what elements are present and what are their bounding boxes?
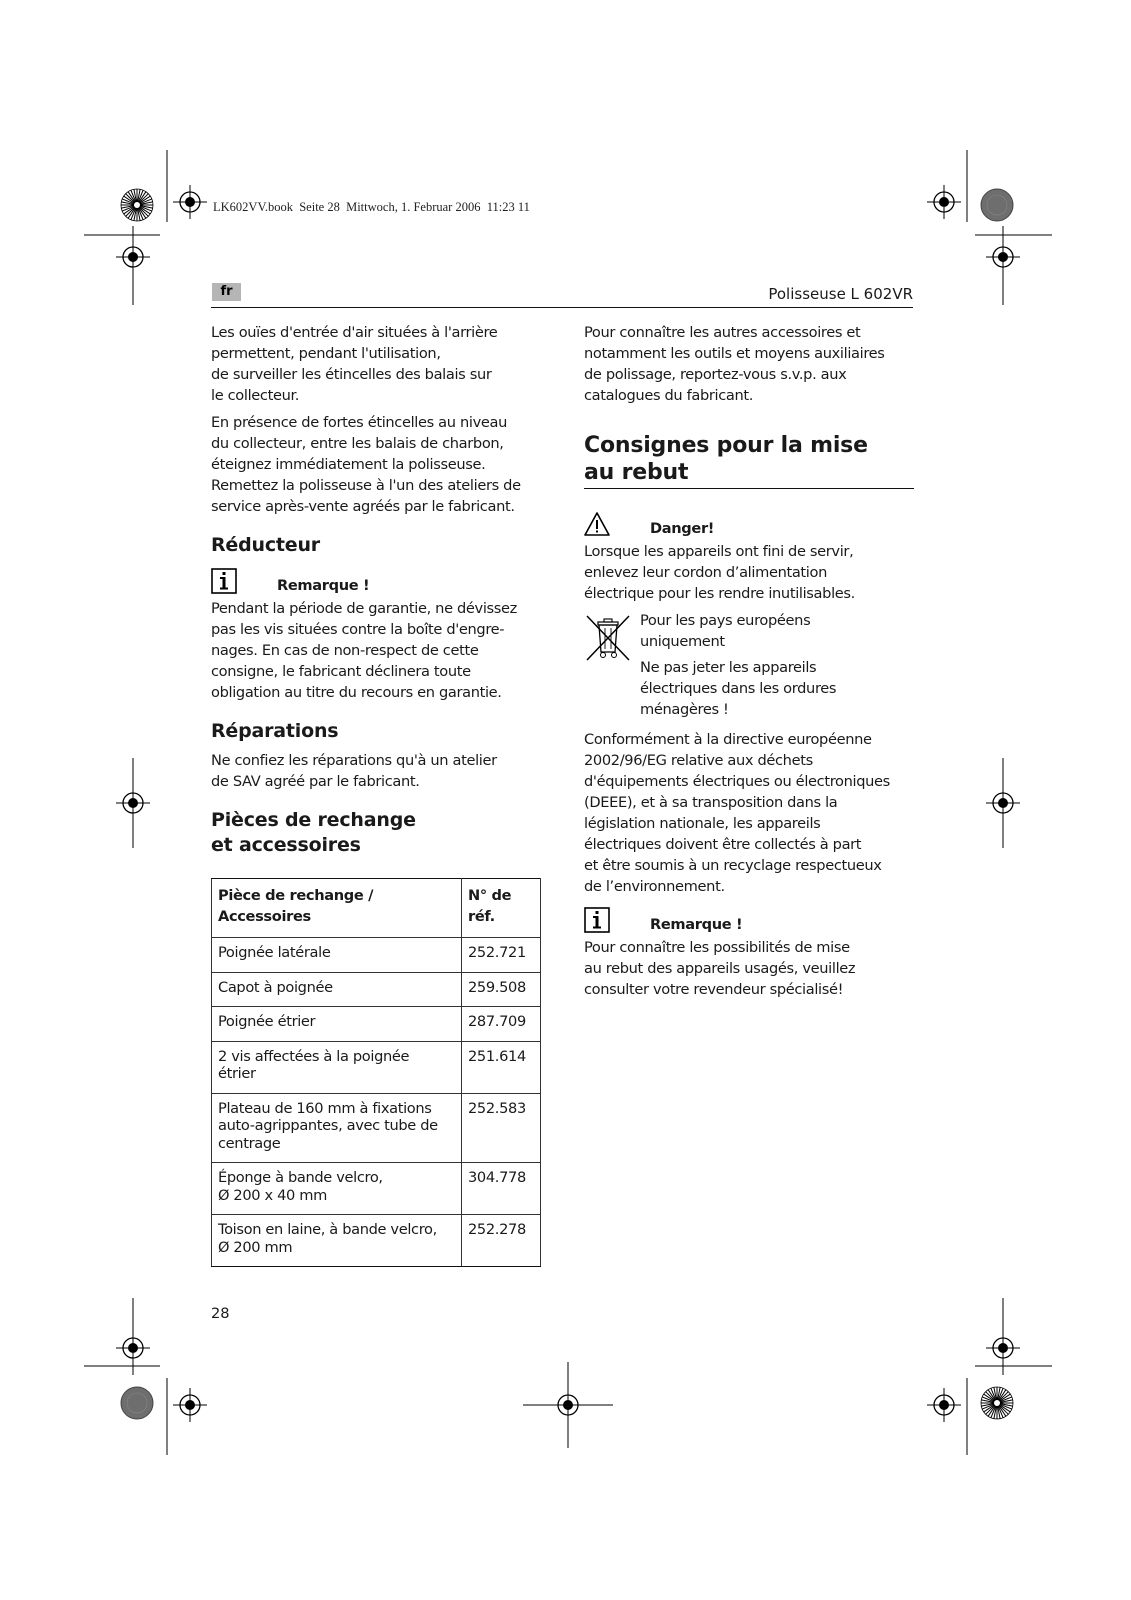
cell-ref: 259.508 [462, 972, 541, 1007]
danger-label: Danger! [650, 519, 715, 537]
note-disposal [584, 907, 914, 933]
paragraph-sparks: En présence de fortes étincelles au niveau du collecteur, entre les balais de charbon, éteignez immédiatement la polisseuse. Remettez la polisseuse à l'un des ateliers de service après-vente agréés par le fabricant. [211, 414, 521, 515]
paragraph-air-vents: Les ouïes d'entrée d'air situées à l'arrière permettent, pendant l'utilisation, de surveiller les étincelles des balais sur le collecteur. [211, 324, 498, 404]
cell-ref: 252.721 [462, 938, 541, 973]
cell-part: Éponge à bande velcro, Ø 200 x 40 mm [212, 1163, 462, 1215]
section-reparations [211, 719, 546, 792]
paragraph-danger: Lorsque les appareils ont fini de servir, enlevez leur cordon d’alimentation électrique pour les rendre inutilisables. [584, 543, 855, 602]
paragraph-repairs: Ne confiez les réparations qu'à un atelier de SAV agréé par le fabricant. [211, 752, 497, 790]
table-row [212, 1007, 541, 1042]
section-reducteur [211, 533, 546, 703]
cell-part: Capot à poignée [212, 972, 462, 1007]
info-icon [584, 907, 614, 933]
cell-part: 2 vis affectées à la poignée étrier [212, 1041, 462, 1093]
parts-table [211, 878, 541, 1267]
left-column [211, 322, 546, 1267]
cell-ref: 304.778 [462, 1163, 541, 1215]
note-label: Remarque ! [650, 915, 743, 933]
column-header-ref: N° de réf. [462, 879, 541, 938]
weee-text [640, 610, 836, 725]
cell-part: Plateau de 160 mm à fixations auto-agrippantes, avec tube de centrage [212, 1093, 462, 1163]
info-icon [211, 568, 241, 594]
weee-block [584, 610, 914, 725]
page-number: 28 [211, 1305, 230, 1322]
table-row [212, 1163, 541, 1215]
cell-ref: 252.583 [462, 1093, 541, 1163]
cell-part: Poignée latérale [212, 938, 462, 973]
paragraph-directive: Conformément à la directive européenne 2002/96/EG relative aux déchets d'équipements électriques ou électroniques (DEEE), et à sa transposition dans la législation nationale, les appareils électriques doivent être collectés à part et être soumis à un recyclage respectueux de l’environnement. [584, 731, 890, 895]
paragraph-disposal: Pour connaître les possibilités de mise au rebut des appareils usagés, veuillez consulter votre revendeur spécialisé! [584, 939, 856, 998]
heading-reparations: Réparations [211, 720, 339, 742]
print-info: LK602VV.book Seite 28 Mittwoch, 1. Februar 2006 11:23 11 [213, 200, 530, 214]
table-row [212, 1215, 541, 1267]
cell-ref: 252.278 [462, 1215, 541, 1267]
heading-pieces: Pièces de rechange et accessoires [211, 809, 416, 856]
table-row [212, 1093, 541, 1163]
page-header-title: Polisseuse L 602VR [768, 285, 913, 303]
note-reducteur [211, 568, 546, 594]
cell-part: Toison en laine, à bande velcro, Ø 200 mm [212, 1215, 462, 1267]
heading-reducteur: Réducteur [211, 534, 320, 556]
header-rule [211, 307, 913, 308]
cell-ref: 251.614 [462, 1041, 541, 1093]
heading-consignes: Consignes pour la mise au rebut [584, 432, 914, 489]
paragraph-warranty: Pendant la période de garantie, ne dévissez pas les vis situées contre la boîte d'engre- nages. En cas de non-respect de cette consigne, le fabricant déclinera toute obligation au titre du recours en garantie. [211, 600, 517, 701]
danger-note [584, 511, 914, 537]
warning-triangle-icon [584, 511, 614, 537]
section-pieces [211, 808, 546, 858]
table-row [212, 1041, 541, 1093]
table-row [212, 972, 541, 1007]
cell-ref: 287.709 [462, 1007, 541, 1042]
table-header-row [212, 879, 541, 938]
note-label: Remarque ! [277, 576, 370, 594]
cell-part: Poignée étrier [212, 1007, 462, 1042]
column-header-part: Pièce de rechange / Accessoires [212, 879, 462, 938]
paragraph-accessories-catalog: Pour connaître les autres accessoires et notamment les outils et moyens auxiliaires de polissage, reportez-vous s.v.p. aux catalogues du fabricant. [584, 324, 885, 404]
crossed-out-bin-icon [584, 612, 632, 664]
weee-countries: Pour les pays européens uniquement [640, 612, 811, 650]
right-column [584, 322, 914, 1006]
table-row [212, 938, 541, 973]
language-badge: fr [212, 283, 241, 301]
weee-instruction: Ne pas jeter les appareils électriques dans les ordures ménagères ! [640, 659, 837, 718]
